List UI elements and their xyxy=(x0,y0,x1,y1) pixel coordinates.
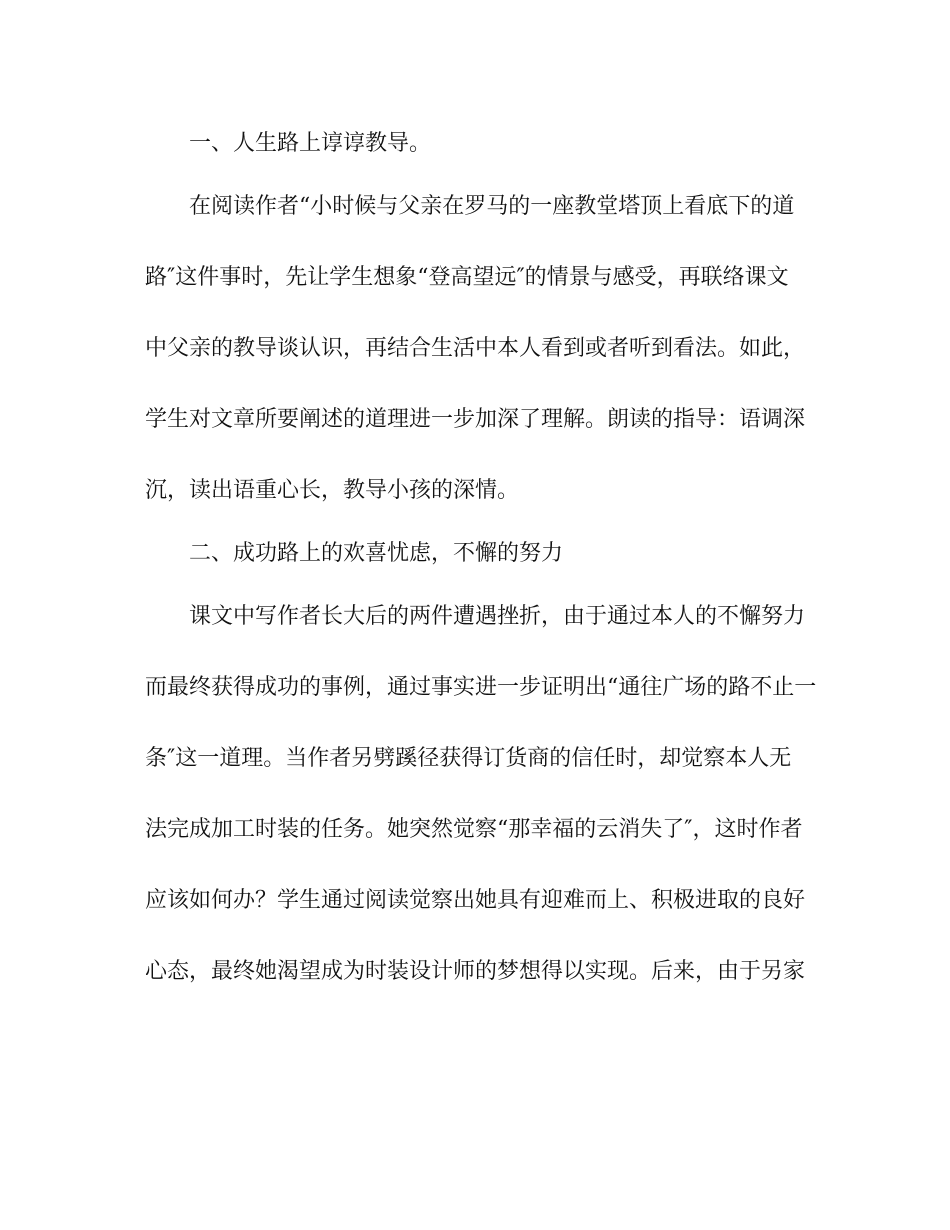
paragraph-line: 路″这件事时，先让学生想象“登高望远″的情景与感受，再联络课文 xyxy=(145,265,789,290)
paragraph-line: 学生对文章所要阐述的道理进一步加深了理解。朗读的指导：语调深 xyxy=(145,407,806,432)
paragraph-line: 在阅读作者“小时候与父亲在罗马的一座教堂塔顶上看底下的道 xyxy=(189,194,795,219)
paragraph-line: 法完成加工时装的任务。她突然觉察“那幸福的云消失了″，这时作者 xyxy=(145,817,803,842)
paragraph-line: 课文中写作者长大后的两件遭遇挫折，由于通过本人的不懈努力 xyxy=(189,604,806,629)
paragraph-line: 应该如何办？学生通过阅读觉察出她具有迎难而上、积极进取的良好 xyxy=(145,888,806,913)
section-heading-1: 一、人生路上谆谆教导。 xyxy=(189,131,432,156)
paragraph-line: 沉，读出语重心长，教导小孩的深情。 xyxy=(145,478,520,503)
section-heading-2: 二、成功路上的欢喜忧虑，不懈的努力 xyxy=(189,541,564,566)
paragraph-line: 心态，最终她渴望成为时装设计师的梦想得以实现。后来，由于另家 xyxy=(145,959,806,984)
paragraph-line: 中父亲的教导谈认识，再结合生活中本人看到或者听到看法。如此， xyxy=(145,336,806,361)
paragraph-line: 条″这一道理。当作者另劈蹊径获得订货商的信任时，却觉察本人无 xyxy=(145,746,792,771)
paragraph-line: 而最终获得成功的事例，通过事实进一步证明出“通往广场的路不止一 xyxy=(145,675,817,700)
